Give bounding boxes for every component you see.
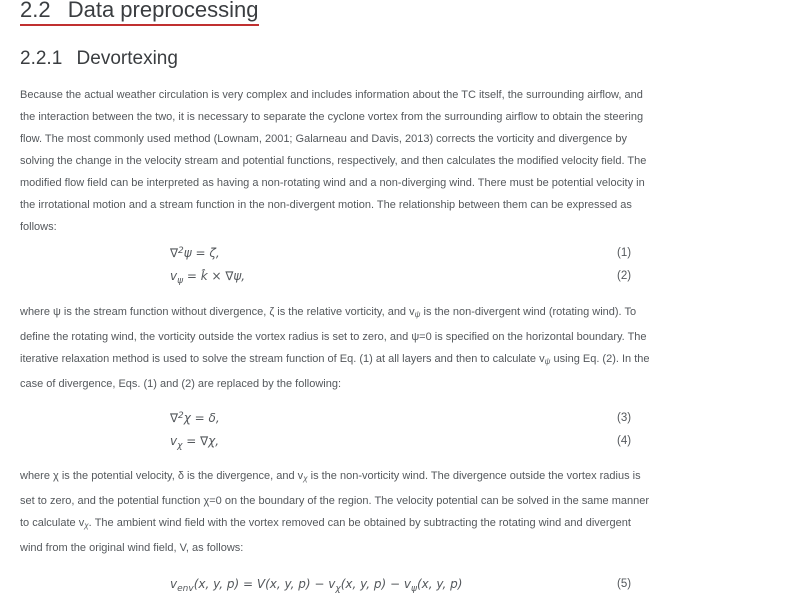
section-number: 2.2 <box>20 0 51 22</box>
section-heading <box>20 0 259 26</box>
paragraph-potential-velocity <box>20 465 785 559</box>
paragraph-intro <box>20 84 785 238</box>
equation-number-1: (1) <box>617 247 632 259</box>
text-line: where ψ is the stream function without divergence, ζ is the relative vorticity, and $v_\psi$ is the non-divergent wind (rotating wind). To <box>20 306 637 319</box>
equation-row-4 <box>0 432 785 455</box>
subsection-heading <box>20 50 785 68</box>
subsection-title: Devortexing <box>76 48 178 69</box>
text-line: solving the change in the velocity stream and potential functions, respectively, and then calculates the modified velocity field. The <box>20 155 647 167</box>
equation-number-4: (4) <box>617 435 632 447</box>
text-line: to calculate $v_\chi$. The ambient wind field with the vortex removed can be obtained by subtracting the rotating wind and divergent <box>20 517 631 530</box>
equation-row-2 <box>0 267 785 290</box>
text-line: wind from the original wind field, V, as follows: <box>20 542 244 554</box>
equation-block-3 <box>0 575 785 598</box>
equation-expression-3: ∇$^2$χ = δ, <box>170 411 220 425</box>
text-line: Because the actual weather circulation is very complex and includes information about the TC itself, the surrounding airflow, and <box>20 89 643 101</box>
equation-row-5 <box>0 575 785 598</box>
equation-number-2: (2) <box>617 270 632 282</box>
text-line: where χ is the potential velocity, δ is the divergence, and $v_\chi$ is the non-vorticity wind. The divergence outside the vortex radius is <box>20 470 641 483</box>
text-line: the interaction between the two, it is necessary to separate the cyclone vortex from the surrounding airflow to obtain the steering <box>20 111 644 123</box>
equation-row-1 <box>0 244 785 267</box>
equation-expression-5: $v_{env}(x$, y, p) = V(x, y, $p) - v_\chi(x$, y, $p) - v_\psi(x$, y, p) <box>170 577 463 594</box>
text-line: define the rotating wind, the vorticity outside the vortex radius is set to zero, and ψ=0 is specified on the horizontal boundary. The <box>20 331 647 343</box>
subsection-number: 2.2.1 <box>20 48 63 69</box>
text-line: modified flow field can be interpreted as having a non-rotating wind and a non-diverging wind. There must be potential velocity in <box>20 177 645 189</box>
text-line: flow. The most commonly used method (Lownam, 2001; Galarneau and Davis, 2013) corrects the vorticity and divergence by <box>20 133 627 145</box>
equation-number-5: (5) <box>617 578 632 590</box>
paragraph-stream-function <box>20 301 785 395</box>
equation-block-1 <box>0 244 785 290</box>
text-line: follows: <box>20 221 57 233</box>
text-line: the irrotational motion and a stream function in the non-divergent motion. The relationship between them can be expressed as <box>20 199 632 211</box>
text-line: iterative relaxation method is used to solve the stream function of Eq. (1) at all layers and then to calculate $v_\psi$ using Eq. (2). In the <box>20 353 650 366</box>
equation-number-3: (3) <box>617 412 632 424</box>
equation-row-3 <box>0 409 785 432</box>
text-line: set to zero, and the potential function χ=0 on the boundary of the region. The velocity potential can be solved in the same manner <box>20 495 650 507</box>
text-line: case of divergence, Eqs. (1) and (2) are replaced by the following: <box>20 378 342 390</box>
equation-expression-1: ∇$^2$ψ = ζ, <box>170 246 220 260</box>
equation-block-2 <box>0 409 785 455</box>
section-title: Data preprocessing <box>67 0 259 22</box>
equation-expression-4: $v_\chi = \nabla\chi$, <box>170 434 220 451</box>
equation-expression-2: $v_\psi$ = k̂ × ∇ψ, <box>170 269 246 286</box>
